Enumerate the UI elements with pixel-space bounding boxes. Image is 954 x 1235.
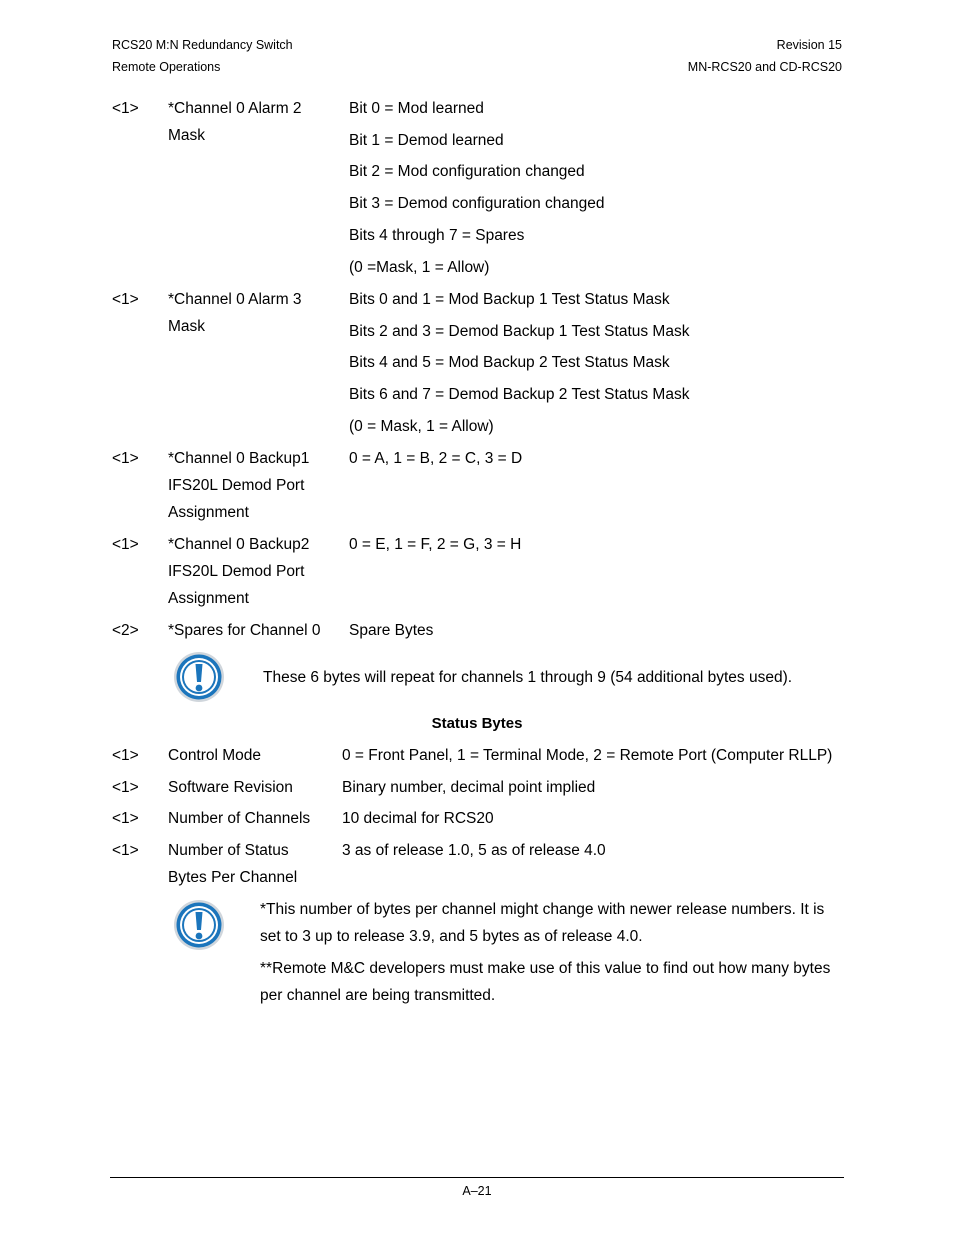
row-name-line: Bytes Per Channel [168,869,298,886]
row-desc-line: Bits 2 and 3 = Demod Backup 1 Test Status Mask [349,323,690,340]
page-number: A–21 [462,1184,492,1198]
row-desc-line: 10 decimal for RCS20 [342,810,494,827]
row-name-line: *Channel 0 Backup2 [168,536,310,553]
row-name-line: *Channel 0 Backup1 [168,450,310,467]
row-desc-line: 3 as of release 1.0, 5 as of release 4.0 [342,842,606,859]
row-desc-line: Bits 0 and 1 = Mod Backup 1 Test Status Mask [349,291,670,308]
row-desc-line: 0 = A, 1 = B, 2 = C, 3 = D [349,450,523,467]
row-name-line: *Channel 0 Alarm 3 [168,291,302,308]
row-desc-line: Bits 6 and 7 = Demod Backup 2 Test Status Mask [349,386,690,403]
row-name-line: Assignment [168,590,249,607]
header-doc-title: RCS20 M:N Redundancy Switch [112,38,293,52]
note-text-line: **Remote M&C developers must make use of this value to find out how many bytes [260,960,831,977]
row-size: <1> [112,779,139,796]
row-name-line: Number of Status [168,842,289,859]
note-text-line: set to 3 up to release 3.9, and 5 bytes as of release 4.0. [260,928,643,945]
section-heading: Status Bytes [431,715,523,732]
row-name-line: Software Revision [168,779,293,796]
row-name-line: Control Mode [168,747,262,764]
row-size: <2> [112,622,139,639]
exclamation-circle-icon [173,899,225,951]
row-desc-line: 0 = Front Panel, 1 = Terminal Mode, 2 = Remote Port (Computer RLLP) [342,747,833,764]
header-revision: Revision 15 [776,38,842,52]
row-size: <1> [112,291,139,308]
row-desc-line: Bit 2 = Mod configuration changed [349,163,585,180]
row-desc-line: Bit 1 = Demod learned [349,132,504,149]
row-size: <1> [112,450,139,467]
exclamation-circle-icon [173,651,225,703]
row-size: <1> [112,747,139,764]
row-desc-line: Bits 4 through 7 = Spares [349,227,525,244]
footer-divider [110,1177,844,1178]
row-name-line: Mask [168,127,206,144]
row-name-line: Assignment [168,504,249,521]
row-desc-line: (0 = Mask, 1 = Allow) [349,418,494,435]
row-desc-line: Binary number, decimal point implied [342,779,596,796]
row-desc-line: Bit 0 = Mod learned [349,100,484,117]
row-desc-line: Bits 4 and 5 = Mod Backup 2 Test Status Mask [349,354,670,371]
note-text-line: *This number of bytes per channel might change with newer release numbers. It is [260,901,825,918]
header-section: Remote Operations [112,60,221,74]
header-doc-number: MN-RCS20 and CD-RCS20 [687,60,842,74]
row-size: <1> [112,536,139,553]
note-text: These 6 bytes will repeat for channels 1 through 9 (54 additional bytes used). [263,669,793,686]
row-desc-line: (0 =Mask, 1 = Allow) [349,259,490,276]
row-desc-line: Bit 3 = Demod configuration changed [349,195,605,212]
row-desc-line: Spare Bytes [349,622,434,639]
row-size: <1> [112,810,139,827]
row-name-line: *Channel 0 Alarm 2 [168,100,302,117]
row-size: <1> [112,842,139,859]
row-name-line: *Spares for Channel 0 [168,622,321,639]
row-desc-line: 0 = E, 1 = F, 2 = G, 3 = H [349,536,522,553]
row-name-line: IFS20L Demod Port [168,563,305,580]
row-name-line: Number of Channels [168,810,311,827]
note-text-line: per channel are being transmitted. [260,987,496,1004]
row-name-line: IFS20L Demod Port [168,477,305,494]
row-size: <1> [112,100,139,117]
row-name-line: Mask [168,318,206,335]
